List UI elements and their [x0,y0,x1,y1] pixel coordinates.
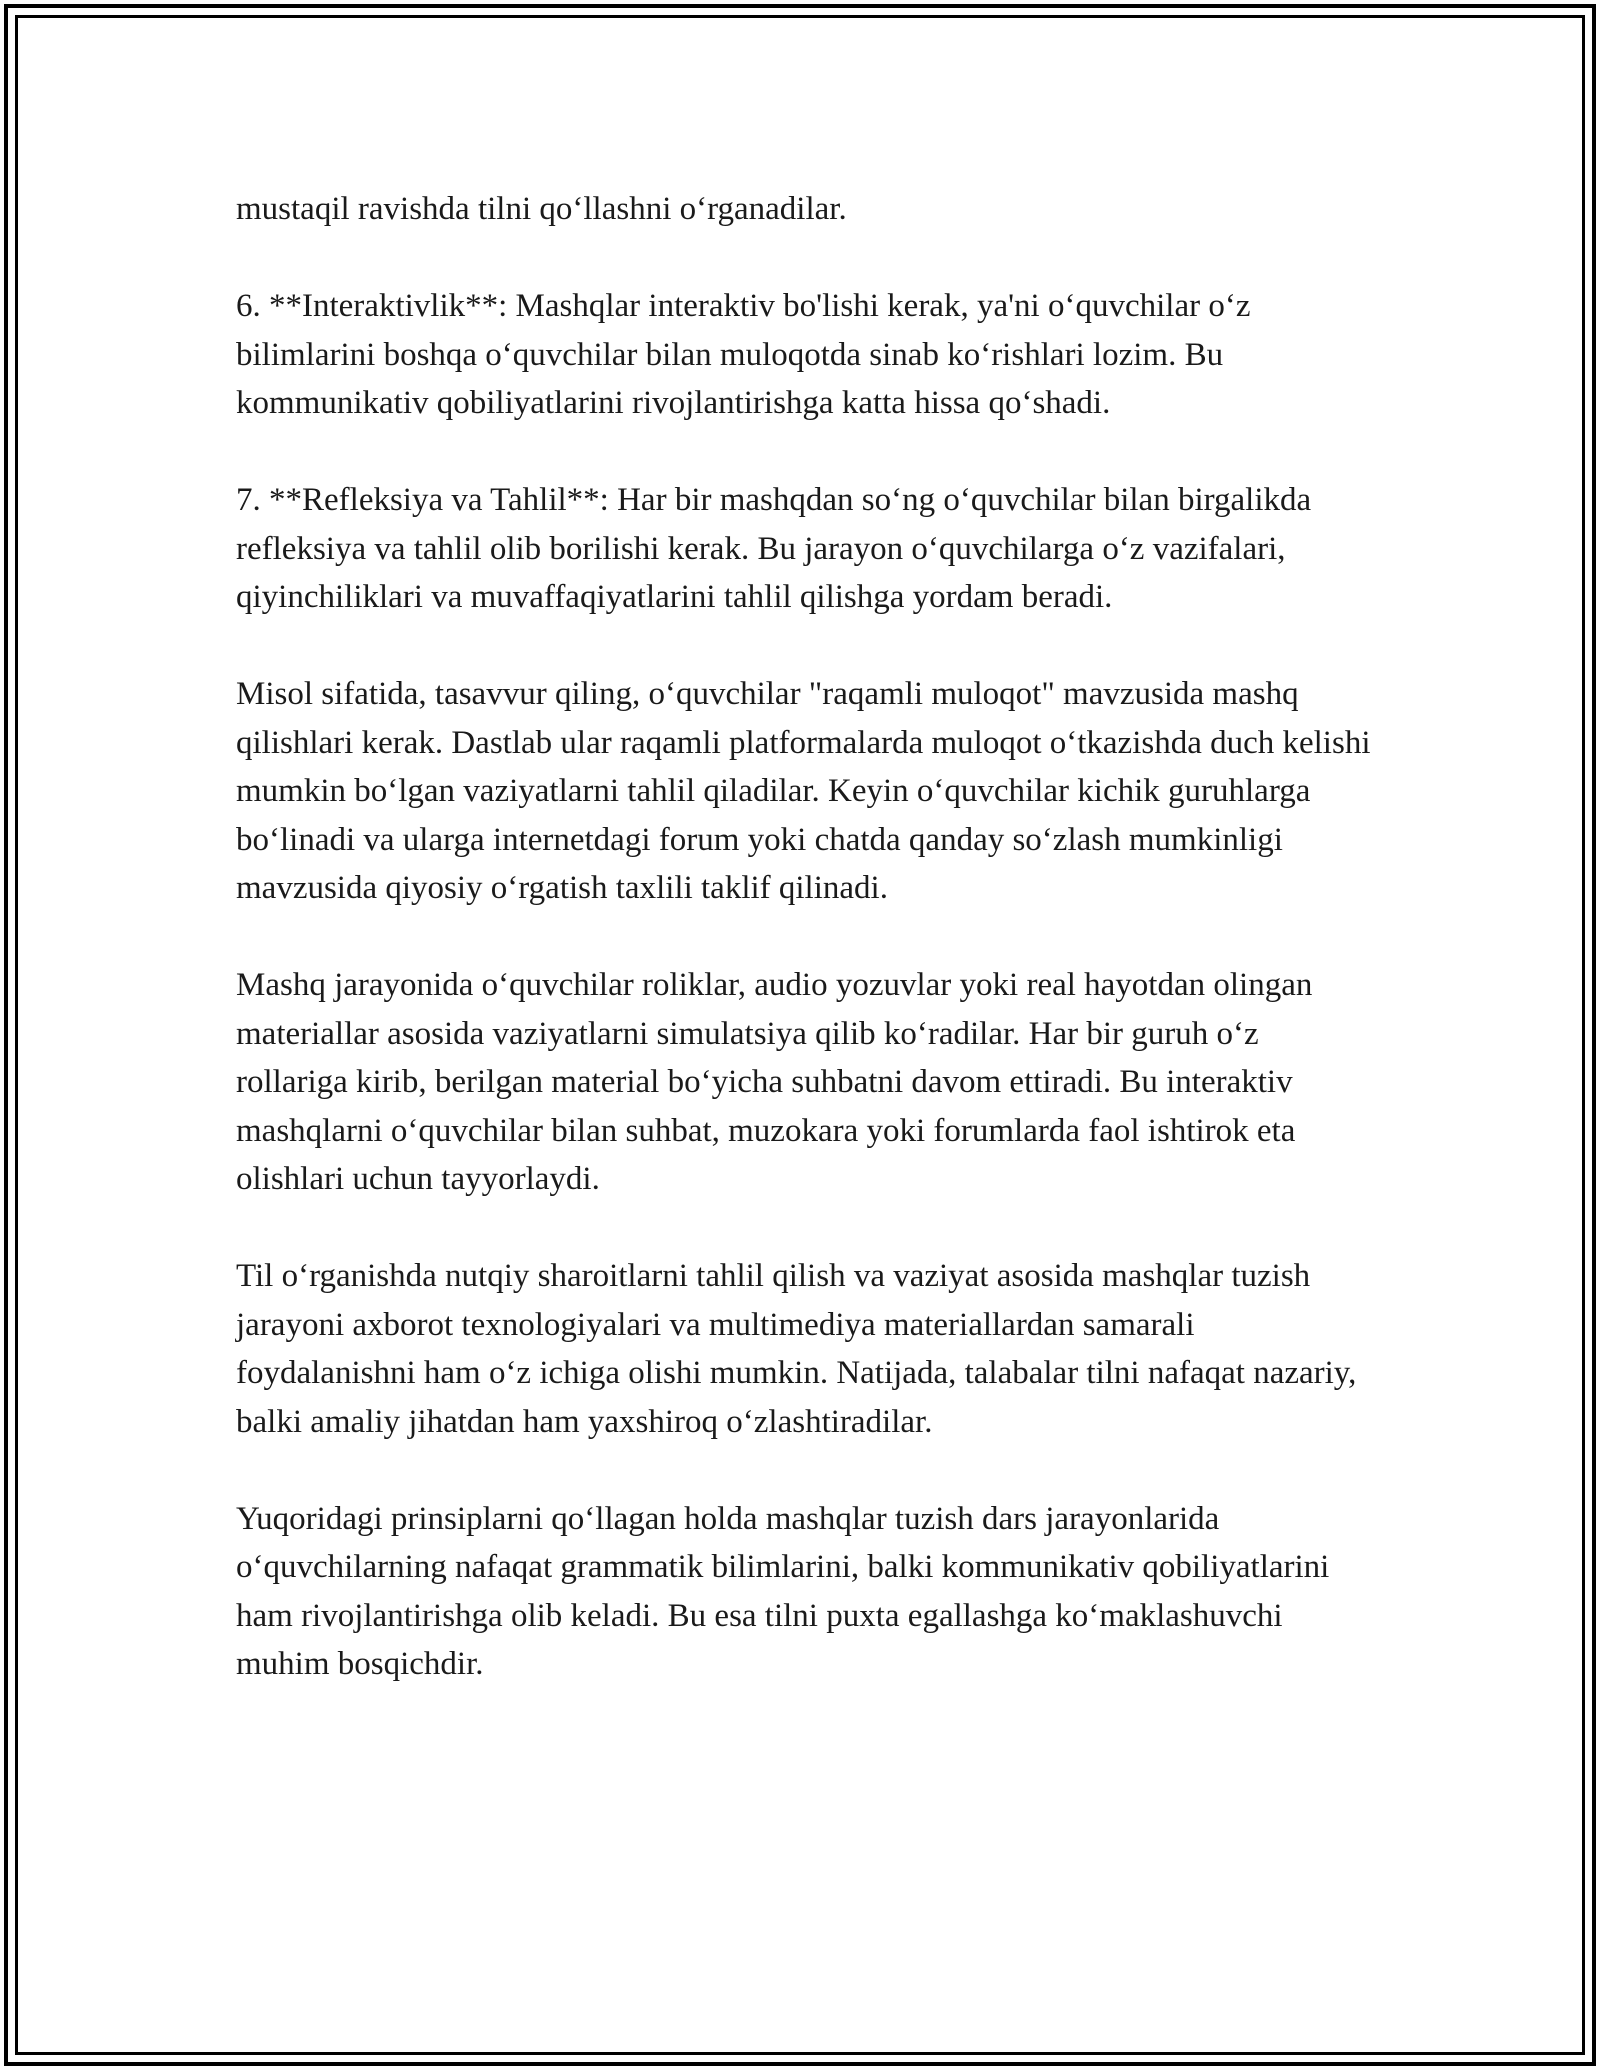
document-body [236,185,1376,1689]
paragraph-refleksiya: 7. **Refleksiya va Tahlil**: Har bir mashqdan so‘ng o‘quvchilar bilan birgalikda refleksiya va tahlil olib borilishi kerak. Bu jarayon o‘quvchilarga o‘z vazifalari, qiyinchiliklari va muvaffaqiyatlarini tahlil qilishga yordam beradi. [236,482,1312,615]
paragraph-technology: Til o‘rganishda nutqiy sharoitlarni tahlil qilish va vaziyat asosida mashqlar tuzish jarayoni axborot texnologiyalari va multimediya materiallardan samarali foydalanishni ham o‘z ichiga olishi mumkin. Natijada, talabalar tilni nafaqat nazariy, balki amaliy jihatdan ham yaxshiroq o‘zlashtiradilar. [236,1258,1357,1440]
paragraph-conclusion: Yuqoridagi prinsiplarni qo‘llagan holda mashqlar tuzish dars jarayonlarida o‘quvchilarning nafaqat grammatik bilimlarini, balki kommunikativ qobiliyatlarini ham rivojlantirishga olib keladi. Bu esa tilni puxta egallashga ko‘maklashuvchi muhim bosqichdir. [236,1500,1330,1682]
paragraph-exercise-process: Mashq jarayonida o‘quvchilar roliklar, audio yozuvlar yoki real hayotdan olingan materiallar asosida vaziyatlarni simulatsiya qilib ko‘radilar. Har bir guruh o‘z rollariga kirib, berilgan material bo‘yicha suhbatni davom ettiradi. Bu interaktiv mashqlarni o‘quvchilar bilan suhbat, muzokara yoki forumlarda faol ishtirok eta olishlari uchun tayyorlaydi. [236,967,1313,1197]
paragraph-continuation: mustaqil ravishda tilni qo‘llashni o‘rganadilar. [236,191,847,227]
paragraph-example: Misol sifatida, tasavvur qiling, o‘quvchilar "raqamli muloqot" mavzusida mashq qilishlari kerak. Dastlab ular raqamli platformalarda muloqot o‘tkazishda duch kelishi mumkin bo‘lgan vaziyatlarni tahlil qiladilar. Keyin o‘quvchilar kichik guruhlarga bo‘linadi va ularga internetdagi forum yoki chatda qanday so‘zlash mumkinligi mavzusida qiyosiy o‘rgatish taxlili taklif qilinadi. [236,676,1371,906]
paragraph-interaktivlik: 6. **Interaktivlik**: Mashqlar interaktiv bo'lishi kerak, ya'ni o‘quvchilar o‘z bilimlarini boshqa o‘quvchilar bilan muloqotda sinab ko‘rishlari lozim. Bu kommunikativ qobiliyatlarini rivojlantirishga katta hissa qo‘shadi. [236,288,1251,421]
